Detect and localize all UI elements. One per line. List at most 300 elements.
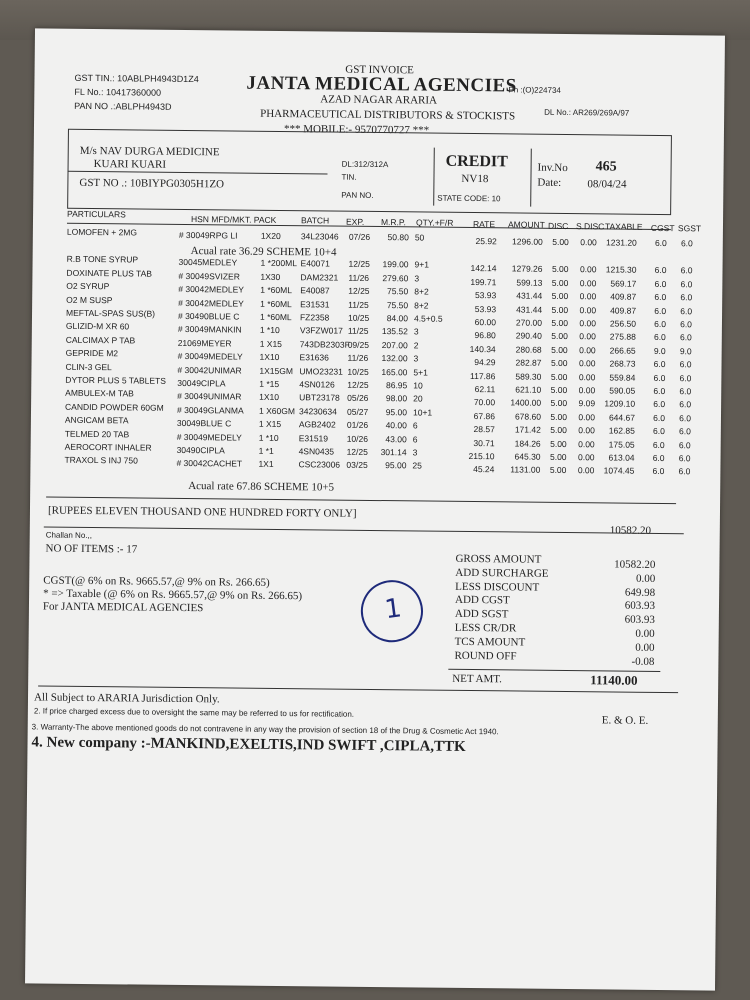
item-taxable: 613.04 <box>608 452 635 463</box>
item-cgst: 6.0 <box>652 439 665 450</box>
net-amount-label: NET AMT. <box>452 672 503 686</box>
item-amount: 171.42 <box>514 424 541 435</box>
item-pack: 1 *1 <box>258 445 274 456</box>
item-pack: 1X15GM <box>259 365 294 376</box>
taxable-line: * => Taxable (@ 6% on Rs. 9665.57,@ 9% on Rs. 266.65) <box>43 587 303 603</box>
item-cgst: 6.0 <box>652 466 665 477</box>
item-batch: UBT23178 <box>299 392 340 404</box>
summary-value: 0.00 <box>635 641 655 654</box>
item-rate: 117.86 <box>469 370 496 381</box>
item-name: ANGICAM BETA <box>64 414 129 426</box>
item-amount: 431.44 <box>516 304 543 315</box>
item-pack: 1 *10 <box>258 432 279 443</box>
item-amount: 1400.00 <box>510 397 542 409</box>
item-sdisc: 0.00 <box>579 318 597 329</box>
company-name: JANTA MEDICAL AGENCIES <box>246 72 517 97</box>
item-mrp: 43.00 <box>385 433 407 444</box>
item-mrp: 135.52 <box>381 326 408 337</box>
item-amount: 431.44 <box>516 290 543 301</box>
item-name: LOMOFEN + 2MG <box>66 226 138 238</box>
item-amount: 589.30 <box>515 371 542 382</box>
challan-no: Challan No.,, <box>45 530 93 541</box>
item-cgst: 6.0 <box>653 385 666 397</box>
item-sgst: 9.0 <box>679 345 692 357</box>
item-sgst: 6.0 <box>679 372 692 383</box>
item-sdisc: 0.00 <box>578 385 596 396</box>
item-sgst: 6.0 <box>679 332 692 343</box>
item-qty: 3 <box>412 447 418 458</box>
buyer-pan: PAN NO. <box>341 190 374 200</box>
item-pack: 1X10 <box>259 351 280 363</box>
item-taxable: 1231.20 <box>606 237 637 248</box>
words-top-rule <box>46 497 676 505</box>
new-company-note: 4. New company :-MANKIND,EXELTIS,IND SWIFT ,CIPLA,TTK <box>31 734 466 755</box>
item-disc: 5.00 <box>550 384 568 396</box>
item-sgst: 6.0 <box>678 439 691 450</box>
summary-label: LESS CR/DR <box>454 621 517 635</box>
item-taxable: 268.73 <box>609 358 636 369</box>
item-exp: 12/25 <box>346 446 368 457</box>
col-mrp: M.R.P. <box>380 217 406 228</box>
item-hsn: # 30042CACHET <box>176 458 243 469</box>
item-batch: CSC23006 <box>298 459 341 471</box>
item-exp: 10/26 <box>346 433 369 444</box>
item-name: CALCIMAX P TAB <box>65 334 136 346</box>
item-sgst: 6.0 <box>680 265 693 276</box>
col-particulars: PARTICULARS <box>67 208 126 220</box>
item-disc: 5.00 <box>551 277 569 288</box>
eoe-note: E. & O. E. <box>601 714 649 727</box>
item-mrp: 165.00 <box>381 366 408 377</box>
item-amount: 290.40 <box>515 330 542 342</box>
item-rate: 94.29 <box>474 357 496 368</box>
item-sdisc: 0.00 <box>579 291 597 302</box>
item-hsn: # 30042MEDLEY <box>178 284 245 295</box>
item-sdisc: 9.09 <box>578 398 596 409</box>
item-mrp: 75.50 <box>386 299 409 310</box>
item-rate: 25.92 <box>475 236 497 247</box>
net-top-rule <box>448 669 660 672</box>
item-sdisc: 0.00 <box>578 425 595 436</box>
item-amount: 1296.00 <box>512 236 543 247</box>
item-batch: E31636 <box>299 352 329 363</box>
item-amount: 1131.00 <box>510 464 541 476</box>
item-batch: E31531 <box>300 298 330 310</box>
item-exp: 11/26 <box>347 352 369 364</box>
item-batch: DAM2321 <box>300 272 339 283</box>
actual-rate-note-1: Acual rate 36.29 SCHEME 10+4 <box>190 245 337 259</box>
business-type: PHARMACEUTICAL DISTRIBUTORS & STOCKISTS <box>260 107 516 123</box>
item-batch: E40071 <box>300 258 330 269</box>
items-count: NO OF ITEMS :- 17 <box>45 542 138 556</box>
invoice-date: 08/04/24 <box>587 178 627 191</box>
item-taxable: 569.17 <box>610 278 637 289</box>
item-mrp: 98.00 <box>385 393 408 404</box>
item-rate: 28.57 <box>473 424 495 435</box>
item-disc: 5.00 <box>550 358 568 369</box>
pan-no: PAN NO .:ABLPH4943D <box>74 100 172 112</box>
item-taxable: 590.05 <box>609 385 636 396</box>
item-exp: 10/25 <box>347 366 369 377</box>
item-disc: 5.00 <box>550 411 568 422</box>
item-cgst: 6.0 <box>652 452 665 464</box>
summary-label: GROSS AMOUNT <box>455 552 542 566</box>
buyer-gst: GST NO .: 10BIYPG0305H1ZO <box>79 176 225 191</box>
item-mrp: 207.00 <box>381 339 408 351</box>
item-hsn: # 30049MEDELY <box>177 351 243 362</box>
item-amount: 678.60 <box>514 411 542 422</box>
item-sgst: 6.0 <box>678 426 691 437</box>
item-amount: 599.13 <box>516 277 543 288</box>
company-address: AZAD NAGAR ARARIA <box>320 93 438 107</box>
summary-value: 649.98 <box>624 586 656 599</box>
item-hsn: 30049BLUE C <box>176 418 232 429</box>
item-cgst: 6.0 <box>654 278 667 289</box>
date-label: Date: <box>537 176 562 189</box>
item-taxable: 175.05 <box>608 439 635 450</box>
item-pack: 1X10 <box>259 392 280 403</box>
item-mrp: 132.00 <box>381 353 408 364</box>
item-rate: 140.34 <box>469 343 496 355</box>
item-sdisc: 0.00 <box>580 237 597 248</box>
item-rate: 96.80 <box>474 330 496 341</box>
item-hsn: # 30490BLUE C <box>177 310 240 322</box>
item-sgst: 6.0 <box>680 238 693 249</box>
summary-label: LESS DISCOUNT <box>455 580 540 594</box>
item-amount: 280.68 <box>515 344 542 355</box>
summary-value: 603.93 <box>624 613 655 627</box>
item-sdisc: 0.00 <box>579 277 597 289</box>
item-taxable: 1215.30 <box>605 264 637 276</box>
item-exp: 05/27 <box>346 406 369 417</box>
item-name: AEROCORT INHALER <box>64 441 152 453</box>
item-sgst: 6.0 <box>679 359 692 370</box>
item-rate: 142.14 <box>470 263 497 274</box>
net-amount-value: 11140.00 <box>590 672 638 688</box>
item-disc: 5.00 <box>551 331 568 342</box>
actual-rate-note-2: Acual rate 67.86 SCHEME 10+5 <box>188 480 335 494</box>
item-rate: 60.00 <box>474 317 497 328</box>
item-disc: 5.00 <box>549 465 567 476</box>
buyer-name: M/s NAV DURGA MEDICINE <box>79 144 220 159</box>
signature-mark: 1 <box>383 593 404 626</box>
item-mrp: 95.00 <box>385 406 408 418</box>
item-amount: 1279.26 <box>511 263 543 275</box>
item-name: CLIN-3 GEL <box>65 361 112 372</box>
item-taxable: 644.67 <box>608 412 636 423</box>
item-qty: 3 <box>414 273 420 284</box>
item-qty: 5+1 <box>413 366 428 378</box>
item-cgst: 6.0 <box>654 318 667 330</box>
item-exp: 11/26 <box>348 272 370 283</box>
item-pack: 1 *60ML <box>260 284 293 296</box>
item-mrp: 40.00 <box>385 420 407 431</box>
item-rate: 67.86 <box>473 410 496 422</box>
item-sgst: 6.0 <box>680 292 693 303</box>
item-rate: 45.24 <box>473 464 495 475</box>
item-mrp: 75.50 <box>386 286 409 297</box>
item-exp: 11/25 <box>348 299 369 310</box>
item-pack: 1 X15 <box>259 338 283 349</box>
summary-label: ROUND OFF <box>454 649 517 663</box>
item-batch: AGB2402 <box>298 419 336 430</box>
item-amount: 184.26 <box>514 438 541 449</box>
item-hsn: 30045MEDLEY <box>178 257 238 268</box>
buyer-place: KUARI KUARI <box>93 158 167 171</box>
item-qty: 8+2 <box>414 299 429 311</box>
buyer-code: NV18 <box>461 172 489 186</box>
item-hsn: 21069MEYER <box>177 337 232 349</box>
item-sdisc: 0.00 <box>579 331 596 342</box>
item-batch: E40087 <box>300 285 330 296</box>
summary-value: 603.93 <box>624 600 656 613</box>
item-batch: 4SN0126 <box>299 379 335 390</box>
item-qty: 2 <box>413 340 419 351</box>
item-sdisc: 0.00 <box>578 438 595 449</box>
summary-label: ADD SGST <box>454 608 509 621</box>
item-taxable: 162.85 <box>608 425 635 436</box>
item-cgst: 6.0 <box>652 426 665 437</box>
item-qty: 20 <box>413 393 423 404</box>
item-exp: 12/25 <box>347 379 369 390</box>
item-cgst: 6.0 <box>654 292 667 303</box>
summary-value: 0.00 <box>635 627 655 640</box>
item-cgst: 6.0 <box>654 265 667 276</box>
col-batch: BATCH <box>300 215 330 226</box>
invoice-no-label: Inv.No <box>537 161 568 174</box>
item-sdisc: 0.00 <box>577 465 595 476</box>
item-disc: 5.00 <box>550 398 568 409</box>
item-taxable: 266.65 <box>609 345 636 356</box>
item-cgst: 6.0 <box>653 399 666 410</box>
summary-label: ADD CGST <box>454 594 510 607</box>
item-exp: 07/26 <box>348 231 371 242</box>
item-rate: 53.93 <box>474 290 497 301</box>
item-pack: 1 *15 <box>259 378 280 389</box>
item-disc: 5.00 <box>551 344 568 355</box>
col-cgst: CGST <box>650 222 675 234</box>
item-hsn: 30490CIPLA <box>176 444 225 456</box>
item-amount: 645.30 <box>514 451 541 462</box>
item-sgst: 6.0 <box>679 399 692 410</box>
item-amount: 270.00 <box>515 317 543 328</box>
item-name: DOXINATE PLUS TAB <box>66 267 153 279</box>
cgst-line: CGST(@ 6% on Rs. 9665.57,@ 9% on Rs. 266.65) <box>43 574 270 589</box>
summary-value: -0.08 <box>631 655 655 668</box>
item-sdisc: 0.00 <box>579 304 597 315</box>
gst-invoice-title: GST INVOICE <box>345 63 414 77</box>
item-disc: 5.00 <box>551 291 569 302</box>
col-sdisc: S.DISC <box>575 221 605 232</box>
summary-value: 0.00 <box>635 572 656 585</box>
col-qty: QTY.+F/R <box>415 217 454 228</box>
item-disc: 5.00 <box>552 236 569 248</box>
item-batch: UMO23231 <box>299 365 343 377</box>
item-name: GLIZID-M XR 60 <box>65 321 130 332</box>
item-rate: 199.71 <box>470 276 497 288</box>
item-disc: 5.00 <box>551 264 569 275</box>
state-code: STATE CODE: 10 <box>437 193 501 204</box>
item-pack: 1 *60ML <box>259 311 292 323</box>
item-pack: 1X20 <box>260 230 281 241</box>
phone: Ph :(O)224734 <box>508 85 561 95</box>
item-qty: 9+1 <box>414 259 430 270</box>
item-exp: 11/25 <box>347 326 369 337</box>
item-qty: 6 <box>412 420 418 431</box>
item-sdisc: 0.00 <box>579 344 596 356</box>
item-hsn: # 30049RPG LI <box>178 229 238 241</box>
buyer-tin: TIN. <box>341 172 357 182</box>
item-mrp: 50.80 <box>387 232 409 243</box>
summary-label: ADD SURCHARGE <box>455 566 549 580</box>
item-rate: 215.10 <box>468 450 495 462</box>
item-taxable: 256.50 <box>609 318 637 329</box>
item-mrp: 95.00 <box>385 460 407 471</box>
item-disc: 5.00 <box>550 425 567 436</box>
item-sdisc: 0.00 <box>577 452 595 463</box>
item-batch: V3FZW017 <box>299 325 343 337</box>
item-qty: 8+2 <box>414 286 429 297</box>
item-exp: 10/25 <box>347 312 370 323</box>
item-cgst: 6.0 <box>653 332 666 343</box>
item-rate: 62.11 <box>474 384 496 395</box>
item-pack: 1X30 <box>260 271 281 282</box>
item-batch: 34230634 <box>298 405 337 417</box>
item-qty: 25 <box>412 460 422 471</box>
item-sgst: 6.0 <box>679 386 692 397</box>
payment-type: CREDIT <box>445 152 508 171</box>
item-disc: 5.00 <box>549 451 567 463</box>
dl-no: DL No.: AR269/269A/97 <box>544 107 630 118</box>
item-sgst: 6.0 <box>678 466 691 477</box>
item-name: O2 M SUSP <box>66 294 113 305</box>
item-exp: 05/26 <box>347 393 369 404</box>
item-cgst: 6.0 <box>653 359 666 370</box>
fl-no: FL No.: 10417360000 <box>74 86 162 98</box>
item-taxable: 1209.10 <box>604 398 636 410</box>
item-taxable: 409.87 <box>610 305 637 316</box>
item-qty: 4.5+0.5 <box>413 313 443 324</box>
item-batch: E31519 <box>298 432 329 444</box>
item-rate: 30.71 <box>473 437 495 448</box>
item-pack: 1 X60GM <box>258 405 295 416</box>
col-sgst: SGST <box>677 223 702 234</box>
item-batch: 4SN0435 <box>298 446 335 457</box>
summary-label: TCS AMOUNT <box>454 635 526 649</box>
invoice-paper <box>25 28 725 990</box>
item-name: AMBULEX-M TAB <box>65 388 134 399</box>
item-exp: 03/25 <box>346 460 368 471</box>
item-mrp: 86.95 <box>385 380 408 391</box>
item-pack: 1 *200ML <box>260 258 298 269</box>
item-batch: 743DB2303F <box>299 338 350 350</box>
item-taxable: 1074.45 <box>603 465 635 477</box>
item-qty: 10 <box>413 380 423 391</box>
col-taxable: TAXABLE <box>604 221 643 232</box>
item-sdisc: 0.00 <box>579 264 597 275</box>
item-disc: 5.00 <box>550 438 567 449</box>
col-hsn: HSN MFD/MKT. PACK <box>190 214 277 225</box>
item-pack: 1 *60ML <box>260 298 292 309</box>
item-name: TRAXOL S INJ 750 <box>64 455 138 466</box>
item-sgst: 6.0 <box>680 305 693 316</box>
item-cgst: 6.0 <box>654 237 667 249</box>
item-disc: 5.00 <box>550 371 568 382</box>
mobile: *** MOBILE:- 9570770727 *** <box>283 123 430 137</box>
invoice-number: 465 <box>595 159 617 175</box>
item-cgst: 6.0 <box>653 372 666 383</box>
item-hsn: # 30049UNIMAR <box>177 391 242 402</box>
item-sdisc: 0.00 <box>578 358 596 369</box>
item-mrp: 301.14 <box>380 447 407 458</box>
item-exp: 12/25 <box>348 259 370 270</box>
col-disc: DISC <box>547 220 569 232</box>
item-batch: 34L23046 <box>300 231 339 242</box>
item-sdisc: 0.00 <box>578 371 596 382</box>
item-cgst: 9.0 <box>653 345 666 356</box>
gst-tin: GST TIN.: 10ABLPH4943D1Z4 <box>74 72 199 85</box>
item-qty: 6 <box>412 433 418 445</box>
item-hsn: # 30049GLANMA <box>176 404 244 416</box>
jurisdiction-note: All Subject to ARARIA Jurisdiction Only. <box>33 691 220 706</box>
item-amount: 282.87 <box>515 357 542 368</box>
warranty-note: 3. Warranty-The above mentioned goods do not contravene in any way the provision of section 18 of the Drug & Cosmetic Act 1940. <box>31 722 499 737</box>
col-amount: AMOUNT <box>507 219 545 230</box>
item-name: CANDID POWDER 60GM <box>65 401 164 413</box>
item-sdisc: 0.00 <box>578 411 596 423</box>
item-taxable: 559.84 <box>609 372 636 383</box>
item-taxable: 275.88 <box>609 331 636 343</box>
price-note: 2. If price charged excess due to oversight the same may be referred to us for rectification. <box>33 706 355 719</box>
item-rate: 53.93 <box>474 303 497 314</box>
item-name: R.B TONE SYRUP <box>66 254 139 265</box>
item-sgst: 6.0 <box>680 278 693 290</box>
item-pack: 1 *10 <box>259 325 280 336</box>
item-amount: 621.10 <box>515 384 542 395</box>
item-sgst: 6.0 <box>680 319 693 330</box>
item-exp: 12/25 <box>348 285 370 297</box>
item-mrp: 199.00 <box>382 259 409 270</box>
item-hsn: # 30049SVIZER <box>178 270 240 282</box>
amount-in-words: [RUPEES ELEVEN THOUSAND ONE HUNDRED FORTY ONLY] <box>47 504 357 520</box>
item-disc: 5.00 <box>551 317 569 329</box>
item-batch: FZ2358 <box>299 312 330 323</box>
item-taxable: 409.87 <box>610 291 637 302</box>
for-company: For JANTA MEDICAL AGENCIES <box>42 600 204 615</box>
item-name: MEFTAL-SPAS SUS(B) <box>65 307 156 319</box>
item-qty: 10+1 <box>412 407 433 418</box>
item-rate: 70.00 <box>473 397 496 408</box>
item-name: O2 SYRUP <box>66 280 110 292</box>
summary-value: 10582.20 <box>614 558 656 571</box>
item-hsn: 30049CIPLA <box>177 377 226 389</box>
item-hsn: # 30042MEDLEY <box>178 297 244 309</box>
item-name: GEPRIDE M2 <box>65 347 119 359</box>
item-sgst: 6.0 <box>679 412 692 424</box>
item-pack: 1 X15 <box>258 418 282 430</box>
words-total: 10582.20 <box>609 524 652 537</box>
item-mrp: 279.60 <box>382 272 409 284</box>
words-bottom-rule <box>44 527 684 535</box>
item-mrp: 84.00 <box>386 313 409 324</box>
item-sgst: 6.0 <box>678 453 691 464</box>
item-disc: 5.00 <box>551 304 569 315</box>
item-pack: 1X1 <box>258 459 274 470</box>
item-qty: 3 <box>413 353 419 364</box>
item-name: TELMED 20 TAB <box>64 428 130 440</box>
item-cgst: 6.0 <box>653 412 666 423</box>
col-exp: EXP. <box>345 216 365 227</box>
